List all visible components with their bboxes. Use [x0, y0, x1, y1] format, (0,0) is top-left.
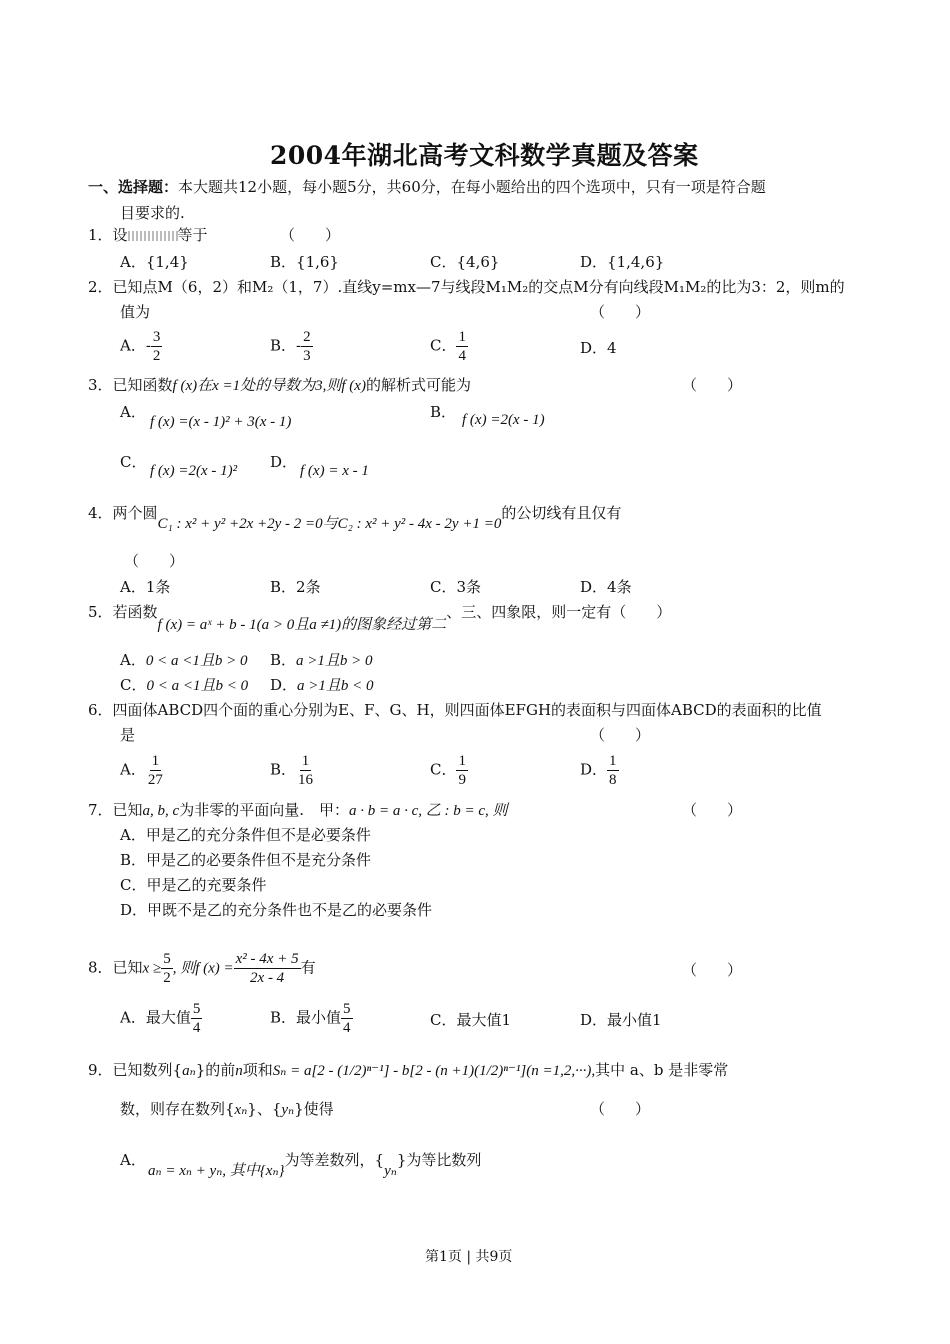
q5-stem	[88, 602, 672, 633]
q8-b-label: B．最小值	[270, 1008, 342, 1027]
q6-d-den: 8	[609, 772, 617, 788]
q8-option-b	[270, 1000, 353, 1037]
q4-stem-math: C₁ : x² + y² +2x +2y - 2 =0与C₂ : x² + y² - 4x - 2y +1 =0	[157, 516, 502, 532]
q1-stem-b: 等于	[177, 226, 208, 244]
q9-line2-a: 数，则存在数列{	[120, 1100, 235, 1118]
q6-b-fraction	[296, 752, 315, 789]
q8-frac-num: 5	[163, 951, 171, 967]
q6-option-c	[430, 752, 468, 789]
q6-d-num: 1	[609, 753, 617, 769]
q6-a-label: A．	[120, 760, 146, 779]
q6-c-label: C．	[430, 760, 457, 779]
q3-paren: （ ）	[682, 376, 743, 394]
q9-an: aₙ	[182, 1063, 196, 1079]
q3-stem	[88, 375, 471, 396]
q6-b-num: 1	[301, 753, 310, 769]
q9-xn: xₙ	[234, 1102, 248, 1118]
q7-option-a: A．甲是乙的充分条件但不是必要条件	[120, 826, 371, 844]
q3-d-label: D．	[270, 453, 298, 471]
q6-a-fraction	[146, 752, 165, 789]
q5-a-label: A．	[120, 651, 146, 669]
q8-f-den: 2x - 4	[250, 970, 285, 986]
q7-option-b: B．甲是乙的必要条件但不是充分条件	[120, 851, 372, 869]
q9-line2-c: }使得	[294, 1100, 334, 1118]
q9-a-yn: yₙ	[384, 1163, 397, 1179]
q4-stem	[88, 503, 622, 532]
q6-b-den: 16	[298, 772, 314, 788]
section-header	[88, 177, 766, 197]
q9-n: n	[235, 1063, 243, 1079]
q4-option-c: C．3条	[430, 578, 482, 596]
q5-b-label: B．	[270, 651, 297, 669]
q7-paren: （ ）	[682, 801, 743, 819]
q9-stem-d: 其中 a、b 是非零常	[595, 1061, 729, 1079]
q5-d-math: a >1且b < 0	[297, 678, 374, 694]
q3-c-math: f (x) =2(x - 1)²	[150, 463, 238, 479]
q6-d-fraction	[607, 752, 619, 789]
q5-d-label: D．	[270, 676, 298, 694]
q2-a-label: A．-	[120, 336, 151, 355]
q5-option-a	[120, 650, 247, 671]
q8-b-den: 4	[343, 1020, 351, 1036]
q2-a-num: 3	[152, 329, 161, 345]
q9-a-text: 为等差数列，{	[284, 1151, 385, 1169]
q9-stem-b: }的前	[195, 1061, 236, 1079]
q2-paren: （ ）	[590, 303, 651, 321]
q2-option-d: D．4	[580, 339, 617, 357]
q4-option-d: D．4条	[580, 578, 632, 596]
q8-a-num: 5	[192, 1001, 201, 1017]
q2-a-fraction	[151, 328, 163, 365]
q7-stem-math-2: a · b = a · c, 乙 : b = c, 则	[349, 803, 508, 819]
q1-option-c: C．{4,6}	[430, 253, 500, 271]
q5-option-b	[270, 650, 373, 671]
q7-stem-b: 为非零的平面向量. 甲：	[179, 801, 349, 819]
q6-d-label: D．	[580, 760, 608, 779]
q6-stem-2: 是	[120, 726, 136, 744]
q1-option-d: D．{1,4,6}	[580, 253, 665, 271]
q4-paren: （ ）	[124, 552, 185, 570]
q5-c-math: 0 < a <1且b < 0	[146, 678, 249, 694]
q9-stem-c: 项和	[242, 1061, 273, 1079]
q5-option-d	[270, 675, 374, 696]
q5-option-c	[120, 675, 248, 696]
q8-x-ge: x ≥	[142, 960, 162, 977]
section-heading: 一、选择题：	[88, 178, 179, 196]
q5-stem-math: f (x) = aˣ + b - 1(a > 0且a ≠1)的图象经过第二	[157, 617, 447, 633]
q4-option-a: A．1条	[120, 578, 171, 596]
q4-option-b: B．2条	[270, 578, 321, 596]
q3-a-label: A．	[120, 403, 146, 421]
q9-stem	[88, 1060, 728, 1081]
page-footer: 第1页 | 共9页	[425, 1249, 513, 1265]
page-title: 2004年湖北高考文科数学真题及答案	[270, 141, 699, 170]
q5-stem-a: 5．若函数	[88, 603, 158, 621]
q3-c-label: C．	[120, 453, 147, 471]
q8-stem-b: 有	[300, 958, 316, 977]
section-intro-2: 目要求的.	[120, 204, 185, 222]
q6-b-label: B．	[270, 760, 297, 779]
q2-a-den: 2	[152, 348, 161, 364]
q6-c-fraction	[456, 752, 468, 789]
q2-stem: 2．已知点M（6，2）和M₂（1，7）.直线y=mx—7与线段M₁M₂的交点M分有向线段M₁M₂的比为3：2，则m的	[88, 278, 845, 296]
q8-a-den: 4	[192, 1020, 201, 1036]
q8-option-a	[120, 1000, 202, 1037]
q9-yn: yₙ	[281, 1102, 295, 1118]
q7-stem	[88, 800, 508, 821]
q8-then-f: , 则f (x) =	[172, 960, 234, 977]
q8-fraction	[161, 950, 173, 987]
q1-stem-a: 1．设	[88, 226, 128, 244]
section-intro: 本大题共12小题，每小题5分，共60分，在每小题给出的四个选项中，只有一项是符合题	[178, 178, 766, 196]
q8-option-d: D．最小值1	[580, 1011, 662, 1029]
q6-option-b	[270, 752, 315, 789]
q1-stem	[88, 225, 208, 245]
q8-stem-a: 8．已知	[88, 958, 143, 977]
q6-a-den: 27	[147, 772, 163, 788]
q9-a-label: A．	[120, 1151, 146, 1169]
q8-a-label: A．最大值	[120, 1008, 191, 1027]
q2-b-label: B．-	[270, 336, 302, 355]
q3-stem-math: f (x)在x =1处的导数为3,则f (x)	[172, 378, 366, 394]
q8-a-fraction	[191, 1000, 203, 1037]
q8-f-num: x² - 4x + 5	[235, 951, 299, 967]
q6-c-den: 9	[458, 772, 466, 788]
q3-d-math: f (x) = x - 1	[300, 463, 369, 479]
q5-c-label: C．	[120, 676, 147, 694]
q3-b-label: B．	[430, 403, 457, 421]
q2-c-fraction	[456, 328, 468, 365]
q8-frac-den: 2	[163, 970, 171, 986]
q8-paren: （ ）	[682, 961, 743, 979]
q3-a-math: f (x) =(x - 1)² + 3(x - 1)	[150, 414, 292, 430]
q1-option-a: A．{1,4}	[120, 253, 189, 271]
q5-a-math: 0 < a <1且b > 0	[145, 653, 248, 669]
q9-stem-a: 9．已知数列{	[88, 1061, 183, 1079]
q3-stem-b: 的解析式可能为	[365, 376, 471, 394]
q9-a-math: aₙ = xₙ + yₙ, 其中{xₙ}	[148, 1163, 285, 1179]
q9-paren: （ ）	[590, 1100, 651, 1118]
q1-option-b: B．{1,6}	[270, 253, 339, 271]
q8-b-num: 5	[343, 1001, 351, 1017]
q2-option-b	[270, 328, 313, 365]
q2-option-a	[120, 328, 162, 365]
q8-option-c: C．最大值1	[430, 1011, 512, 1029]
q6-option-d	[580, 752, 619, 789]
q6-a-num: 1	[151, 753, 160, 769]
q1-garbled-image	[128, 231, 178, 241]
q2-b-num: 2	[303, 329, 311, 345]
q7-stem-a: 7．已知	[88, 801, 143, 819]
q1-paren: （ ）	[280, 226, 341, 244]
q6-c-num: 1	[458, 753, 466, 769]
q6-option-a	[120, 752, 165, 789]
q9-option-a	[148, 1150, 482, 1179]
q2-stem-2: 值为	[120, 303, 151, 321]
q2-b-den: 3	[303, 348, 311, 364]
q5-b-math: a >1且b > 0	[296, 653, 373, 669]
q6-stem: 6．四面体ABCD四个面的重心分别为E、F、G、H，则四面体EFGH的表面积与四面体ABCD的表面积的比值	[88, 701, 822, 719]
q9-a-text2: }为等比数列	[396, 1151, 482, 1169]
q2-option-c	[430, 328, 468, 365]
q8-b-fraction	[341, 1000, 353, 1037]
q4-stem-a: 4．两个圆	[88, 504, 158, 522]
q2-c-num: 1	[458, 329, 466, 345]
q2-b-fraction	[301, 328, 313, 365]
q8-function	[234, 950, 301, 987]
q3-b-math: f (x) =2(x - 1)	[462, 412, 545, 428]
q3-stem-a: 3．已知函数	[88, 376, 173, 394]
q7-option-d: D．甲既不是乙的充分条件也不是乙的必要条件	[120, 901, 433, 919]
q5-stem-b: 、三、四象限，则一定有（ ）	[446, 603, 672, 621]
q7-option-c: C．甲是乙的充要条件	[120, 876, 267, 894]
q4-stem-b: 的公切线有且仅有	[501, 504, 622, 522]
q2-c-label: C．	[430, 336, 457, 355]
q6-paren: （ ）	[590, 726, 651, 744]
q7-stem-math-1: a, b, c	[142, 803, 180, 819]
q2-c-den: 4	[458, 348, 466, 364]
q9-line-2	[120, 1099, 334, 1120]
q9-line2-b: }、{	[247, 1100, 282, 1118]
q8-stem	[88, 950, 316, 987]
q9-formula: Sₙ = a[2 - (1/2)ⁿ⁻¹] - b[2 - (n +1)(1/2)ⁿ⁻¹](n =1,2,···),	[272, 1063, 596, 1079]
